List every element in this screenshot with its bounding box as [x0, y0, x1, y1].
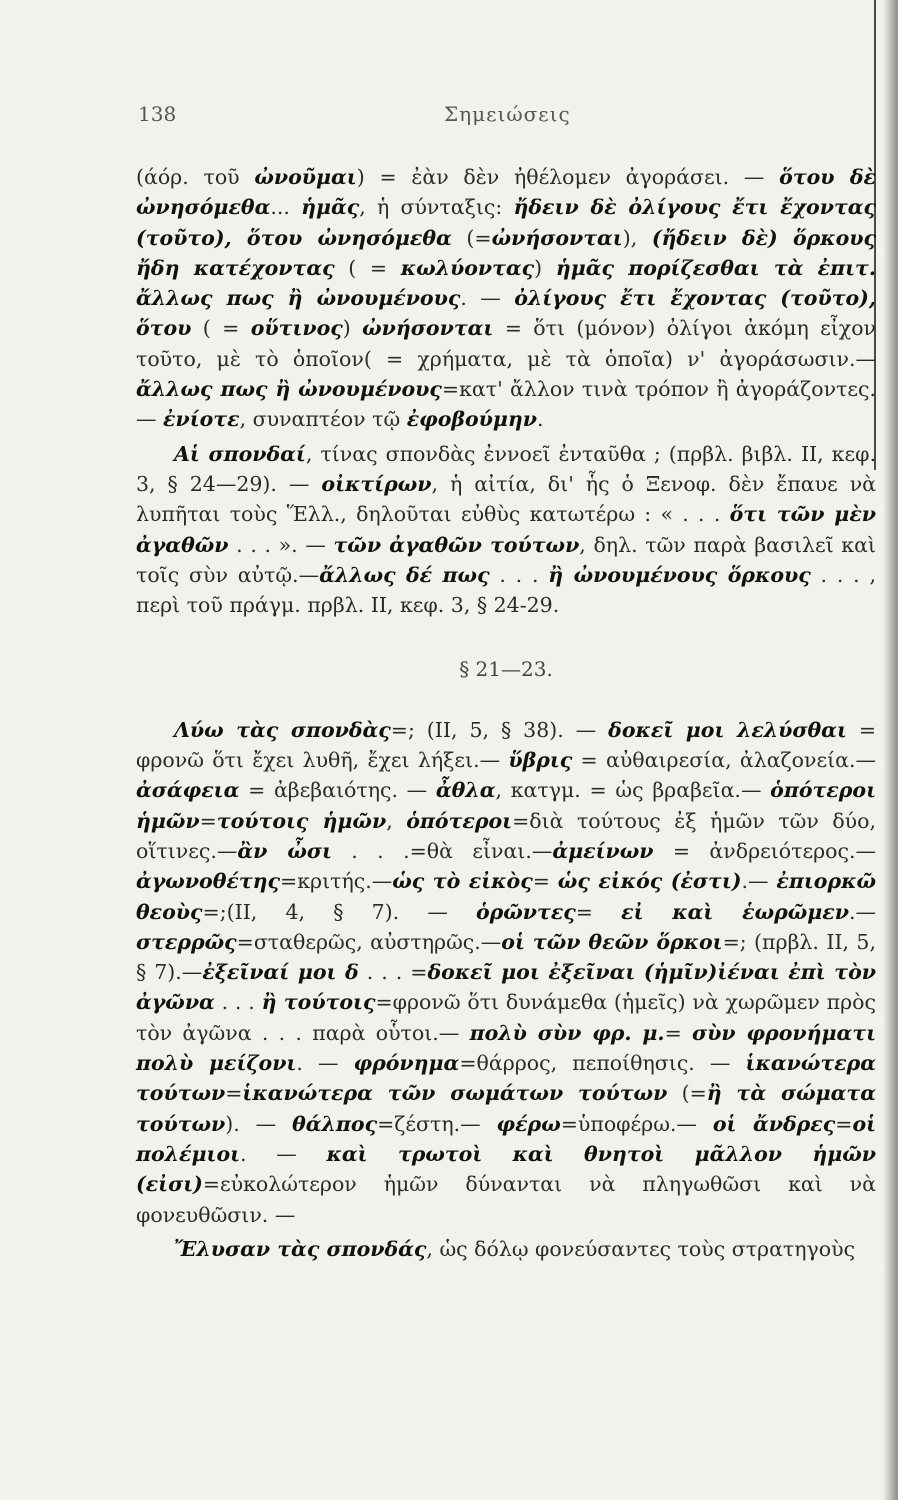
text-run: =;(ΙΙ, 4, § 7). —: [202, 899, 476, 924]
lemma: δοκεῖ μοι λελύσθαι: [608, 717, 847, 742]
text-run: =φρονῶ ὅτι δυνάμεθα (ἡμεῖς) νὰ χωρῶμεν πρὸς τὸν ἀγῶνα . . . παρὰ οὗτοι.—: [136, 990, 876, 1045]
lemma: ἤδειν δὲ ὀλίγους ἔτι ἔχοντας (τοῦτο), ὅτου ὠνησόμεθα: [136, 195, 876, 250]
lemma: καὶ τρωτοὶ καὶ θνητοὶ μᾶλλον ἡμῶν (εἰσι): [136, 1141, 876, 1197]
text-run: ,: [386, 808, 407, 833]
text-run: = φρονῶ ὅτι ἔχει λυθῆ, ἔχει λήξει.—: [136, 717, 876, 773]
text-run: , ὡς δόλῳ φονεύσαντες τοὺς στρατηγοὺς: [426, 1236, 856, 1261]
lemma: ὠνοῦμαι: [254, 165, 357, 189]
text-run: =θάρρος, πεποίθησις. —: [459, 1051, 746, 1076]
page-edge-shadow: [884, 0, 898, 1500]
lemma: ἄλλως δέ πως: [319, 562, 490, 587]
lemma: Αἱ σπονδαί: [174, 441, 306, 466]
lemma: (ἤδειν δὲ) ὅρκους ἤδη κατέχοντας: [136, 225, 876, 280]
text-run: ( =: [334, 255, 401, 280]
text-run: .—: [741, 869, 777, 894]
lemma: ὡς εἰκός (ἐστι): [557, 869, 742, 894]
lemma: ὁρῶντες: [475, 899, 576, 924]
page-header: [138, 102, 878, 138]
text-run: =ὑποφέρω.—: [560, 1111, 713, 1136]
lemma: ἄλλως πως ἢ ὠνουμένους: [136, 377, 442, 402]
note-paragraph-3: [136, 715, 876, 1230]
lemma: ἀσάφεια: [136, 778, 240, 803]
text-run: =διὰ τούτους ἐξ ἡμῶν τῶν δύο, οἵτινες.—: [136, 808, 876, 863]
text-run: ): [342, 316, 363, 341]
lemma: φρόνημα: [353, 1051, 460, 1076]
running-head: Σημειώσεις: [444, 102, 571, 126]
lemma: ἀγωνοθέτης: [136, 869, 281, 894]
lemma: ἂν ὦσι: [237, 838, 332, 863]
note-paragraph-1: [136, 162, 876, 435]
lemma: ὕβρις: [508, 748, 573, 773]
lemma: ἀμείνων: [552, 838, 654, 863]
text-run: =σταθερῶς, αὐστηρῶς.—: [236, 929, 502, 954]
lemma: τῶν ἀγαθῶν τούτων: [333, 532, 580, 557]
lemma: ὅτι τῶν μὲν ἀγαθῶν: [136, 502, 877, 557]
lemma: κωλύοντας: [400, 255, 535, 280]
text-run: ) = ἐὰν δὲν ἠθέλομεν ἀγοράσει. —: [356, 165, 780, 189]
text-run: (=: [667, 1081, 707, 1106]
lemma: τούτοις ἡμῶν: [216, 808, 387, 833]
lemma: ἐφοβούμην: [406, 407, 538, 432]
lemma: εἰ καὶ ἑωρῶμεν: [621, 899, 849, 924]
lemma: οἱ ἄνδρες: [712, 1111, 836, 1136]
lemma: ἢ τὰ σώματα τούτων: [136, 1081, 876, 1136]
text-run: ),: [622, 225, 652, 250]
lemma: στερρῶς: [136, 929, 237, 954]
text-run: , κατγμ. = ὡς βραβεῖα.—: [495, 778, 771, 803]
note-paragraph-4: [136, 1234, 876, 1264]
lemma: οἰκτίρων: [321, 471, 432, 496]
text-run: =: [532, 869, 558, 894]
lemma: ὀλίγους ἔτι ἔχοντας (τοῦτο), ὅτου: [136, 286, 876, 341]
lemma: ἡμᾶς: [301, 195, 360, 220]
text-run: ): [534, 255, 556, 280]
lemma: ὠνήσονται: [491, 225, 623, 250]
text-run: , δηλ. τῶν παρὰ βασιλεῖ καὶ τοῖς σὺν αὐτῷ.—: [136, 532, 876, 587]
text-run: =: [835, 1111, 853, 1136]
text-run: , ἡ σύνταξις:: [359, 195, 514, 220]
lemma: ὡς τὸ εἰκὸς: [392, 869, 533, 894]
lemma: ἱκανώτερα τούτων: [136, 1051, 876, 1106]
lemma: ἐνίοτε: [163, 407, 240, 432]
text-run: (άόρ. τοῦ: [136, 165, 255, 189]
lemma: ἢ τούτοις: [261, 990, 376, 1015]
text-run: =ζέστη.—: [377, 1111, 497, 1136]
lemma: πολὺ σὺν φρ. μ.: [469, 1020, 665, 1045]
text-run: . . . , περὶ τοῦ πράγμ. πρβλ. ΙΙ, κεφ. 3, § 24-29.: [136, 562, 876, 618]
lemma: ὠνήσονται: [362, 316, 494, 341]
notes-body: [136, 162, 876, 1264]
text-run: = ἀνδρειότερος.—: [653, 838, 876, 863]
lemma: ὅτου δὲ ὠνησόμεθα: [136, 165, 876, 220]
text-run: =: [199, 808, 217, 833]
lemma: Λύω τὰς σπονδὰς: [174, 717, 391, 742]
text-run: =κριτής.—: [280, 869, 393, 894]
text-run: (=: [451, 225, 492, 250]
lemma: οἱ τῶν θεῶν ὅρκοι: [501, 929, 723, 954]
text-run: . . .=θὰ εἶναι.—: [331, 838, 553, 863]
lemma: ἱκανώτερα τῶν σωμάτων τούτων: [242, 1081, 668, 1106]
text-run: =: [664, 1020, 693, 1045]
text-run: . —: [296, 1051, 354, 1076]
lemma: ἐξεῖναί μοι δ: [202, 960, 359, 985]
text-run: . . . =: [358, 960, 428, 985]
section-heading: § 21—23.: [459, 657, 553, 682]
text-run: . —: [240, 1141, 327, 1166]
lemma: ἐπιορκῶ θεοὺς: [136, 869, 876, 924]
lemma: οὕτινος: [250, 316, 343, 341]
text-run: . . .: [489, 562, 549, 587]
lemma: ἡμᾶς πορίζεσθαι τὰ ἐπιτ. ἄλλως πως ἢ ὠνουμένους: [136, 255, 876, 311]
text-run: =; (ΙΙ, 5, § 38). —: [390, 717, 609, 742]
text-run: . . . ». —: [228, 532, 334, 557]
text-run: , συναπτέον τῷ: [239, 407, 407, 432]
text-run: ...: [270, 195, 302, 220]
text-run: .—: [848, 899, 876, 924]
text-run: . —: [460, 286, 515, 311]
text-run: , τίνας σπονδὰς ἐννοεῖ ἐνταῦθα ; (πρβλ. βιβλ. ΙΙ, κεφ. 3, § 24—29). —: [136, 441, 876, 496]
note-paragraph-2: [136, 439, 876, 621]
text-run: .: [537, 407, 544, 432]
lemma: ὁπότεροι ἡμῶν: [136, 778, 876, 833]
lemma: ὁπότεροι: [406, 808, 513, 833]
text-run: ( =: [191, 316, 251, 341]
lemma: θάλπος: [292, 1111, 378, 1136]
text-run: = ἀβεβαιότης. —: [239, 778, 436, 803]
text-run: =εὐκολώτερον ἡμῶν δύνανται νὰ πληγωθῶσι καὶ νὰ φονευθῶσιν. —: [136, 1172, 876, 1227]
text-run: =: [575, 899, 622, 924]
lemma: ἆθλα: [435, 778, 496, 803]
text-run: = αὐθαιρεσία, ἀλαζονεία.—: [572, 748, 876, 773]
text-run: ). —: [225, 1111, 293, 1136]
lemma: φέρω: [496, 1111, 561, 1136]
lemma: δοκεῖ μοι ἐξεῖναι (ἡμῖν)ἰέναι ἐπὶ τὸν ἀγῶνα: [136, 960, 876, 1015]
text-run: =κατ' ἄλλον τινὰ τρόπον ἢ ἀγοράζοντες. —: [136, 377, 876, 432]
page-number: 138: [138, 102, 177, 126]
text-run: = ὅτι (μόνον) ὀλίγοι ἀκόμη εἶχον τοῦτο, μὲ τὸ ὁποῖον( = χρήματα, μὲ τὰ ὁποῖα) ν' ἀγοράσωσιν.—: [136, 316, 877, 371]
text-run: , ἡ αἰτία, δι' ἧς ὁ Ξενοφ. δὲν ἔπαυε νὰ λυπῆται τοὺς Ἕλλ., δηλοῦται εὐθὺς κατωτέρω : « . . .: [136, 471, 877, 527]
text-run: . . .: [214, 990, 262, 1015]
lemma: οἱ πολέμιοι: [136, 1111, 877, 1166]
lemma: Ἔλυσαν τὰς σπονδάς: [174, 1236, 427, 1261]
text-run: =: [225, 1081, 243, 1106]
text-run: =; (πρβλ. ΙΙ, 5, § 7).—: [136, 929, 876, 985]
lemma: ἢ ὠνουμένους ὅρκους: [548, 562, 811, 587]
lemma: σὺν φρονήματι πολὺ μείζονι: [136, 1020, 876, 1076]
